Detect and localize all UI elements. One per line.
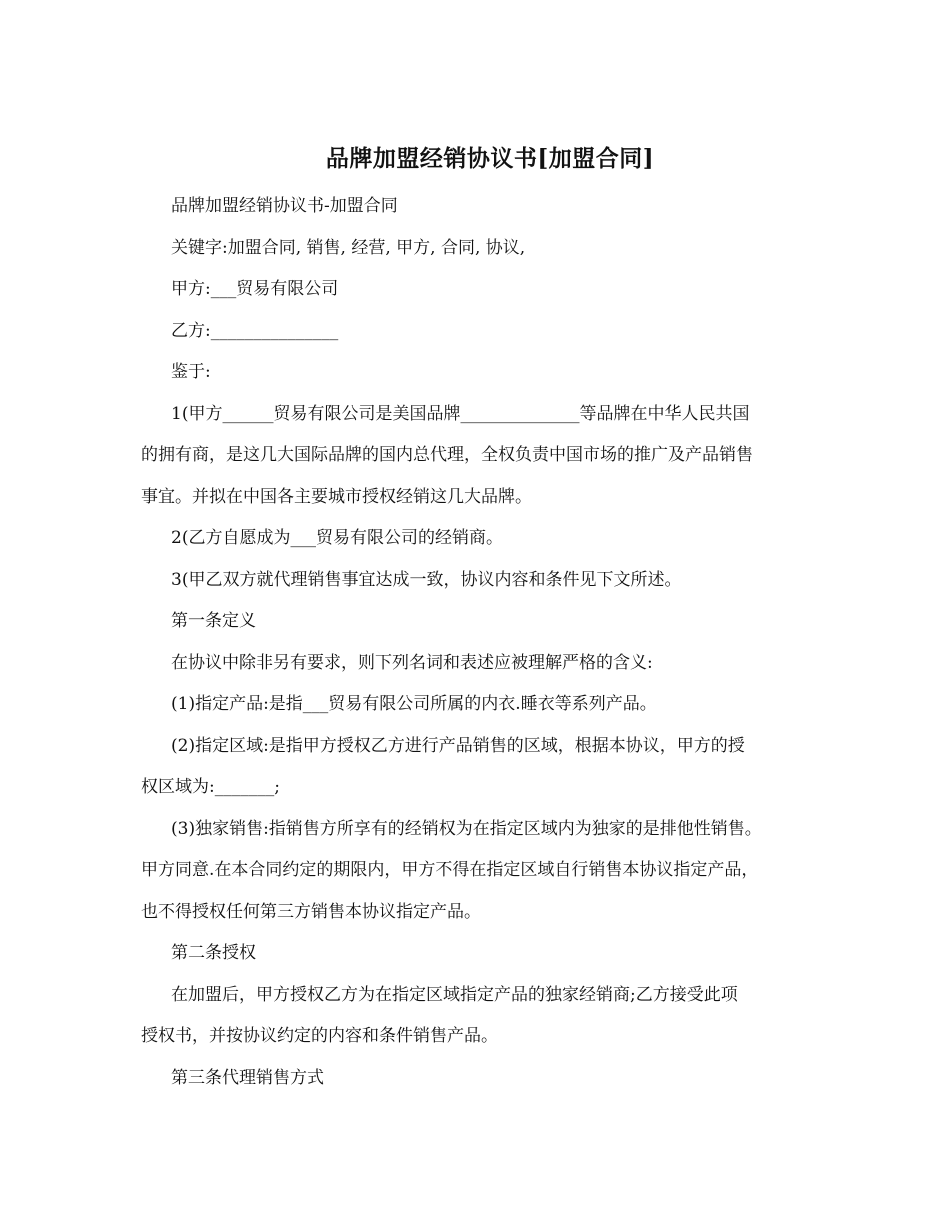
article-2-line-1: 在加盟后，甲方授权乙方为在指定区域指定产品的独家经销商;乙方接受此项 bbox=[171, 984, 738, 1005]
party-b: 乙方:_______________ bbox=[171, 320, 339, 341]
recital-1-line-2: 的拥有商，是这几大国际品牌的国内总代理，全权负责中国市场的推广及产品销售 bbox=[141, 445, 753, 465]
recital-1-line-3: 事宜。并拟在中国各主要城市授权经销这几大品牌。 bbox=[141, 486, 532, 507]
whereas-heading: 鉴于: bbox=[171, 362, 211, 382]
definition-2-line-2: 权区域为:_______; bbox=[141, 777, 280, 797]
party-a: 甲方:___贸易有限公司 bbox=[171, 279, 339, 299]
document-title: 品牌加盟经销协议书[加盟合同] bbox=[325, 145, 655, 172]
recital-1-line-1: 1(甲方______贸易有限公司是美国品牌______________等品牌在中华人民共国 bbox=[171, 403, 750, 424]
keywords: 关键字:加盟合同, 销售, 经营, 甲方, 合同, 协议, bbox=[171, 237, 526, 258]
article-2-title: 第二条授权 bbox=[171, 943, 256, 963]
article-2-line-2: 授权书，并按协议约定的内容和条件销售产品。 bbox=[141, 1026, 498, 1046]
article-3-title: 第三条代理销售方式 bbox=[171, 1067, 324, 1088]
definition-3-line-2: 甲方同意.在本合同约定的期限内，甲方不得在指定区域自行销售本协议指定产品， bbox=[141, 860, 759, 880]
definition-2-line-1: (2)指定区域:是指甲方授权乙方进行产品销售的区域，根据本协议，甲方的授 bbox=[171, 735, 745, 756]
definition-1: (1)指定产品:是指___贸易有限公司所属的内衣.睡衣等系列产品。 bbox=[171, 694, 657, 714]
recital-2: 2(乙方自愿成为___贸易有限公司的经销商。 bbox=[171, 528, 503, 548]
definition-3-line-3: 也不得授权任何第三方销售本协议指定产品。 bbox=[141, 901, 481, 922]
document-body bbox=[141, 186, 813, 1099]
article-2-body bbox=[141, 975, 813, 1058]
recital-1 bbox=[141, 394, 813, 519]
recital-3: 3(甲乙双方就代理销售事宜达成一致，协议内容和条件见下文所述。 bbox=[171, 569, 682, 590]
article-1-intro: 在协议中除非另有要求，则下列名词和表述应被理解严格的含义: bbox=[171, 652, 653, 673]
article-1-title: 第一条定义 bbox=[171, 611, 256, 631]
subtitle: 品牌加盟经销协议书-加盟合同 bbox=[171, 196, 398, 216]
definition-3-line-1: (3)独家销售:指销售方所享有的经销权为在指定区域内为独家的是排他性销售。 bbox=[171, 818, 762, 839]
definition-2 bbox=[141, 726, 813, 809]
definition-3 bbox=[141, 809, 813, 934]
